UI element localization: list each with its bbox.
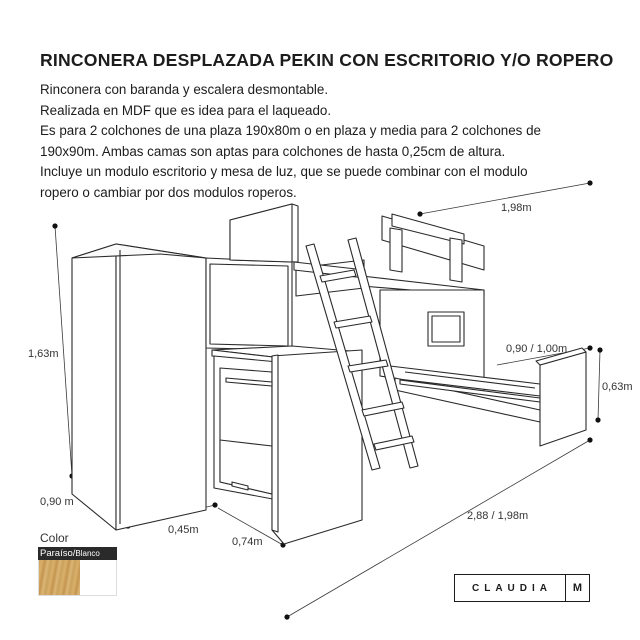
brand-mark: M bbox=[565, 575, 589, 601]
wood-swatch bbox=[39, 560, 80, 595]
description-line: Rinconera con baranda y escalera desmontable. bbox=[40, 82, 329, 97]
color-option-secondary: Blanco bbox=[75, 549, 100, 558]
upper-cabinet bbox=[206, 204, 298, 350]
description-line: ropero o cambiar por dos modulos roperos. bbox=[40, 184, 297, 200]
dimension-label-module-width: 0,45m bbox=[168, 524, 199, 536]
color-option-primary: Paraíso bbox=[40, 548, 73, 559]
white-swatch bbox=[80, 560, 116, 595]
description-line: Realizada en MDF que es idea para el laqueado. bbox=[40, 102, 332, 118]
color-swatch[interactable] bbox=[38, 547, 117, 596]
dimension-label-desk-depth: 0,74m bbox=[232, 536, 263, 548]
wardrobe-module bbox=[72, 244, 206, 530]
brand-name: CLAUDIA bbox=[472, 582, 552, 594]
dimension-label-total-length: 2,88 / 1,98m bbox=[467, 510, 529, 522]
color-option-name: Paraíso/Blanco bbox=[38, 547, 117, 560]
desk-module bbox=[212, 346, 362, 544]
description-line: 190x90m. Ambas camas son aptas para colchones de hasta 0,25cm de altura. bbox=[40, 143, 506, 159]
dimension-label-height: 1,63m bbox=[28, 348, 59, 360]
dimension-label-lower-bed-height: 0,63m bbox=[602, 381, 633, 393]
dimension-label-width: 1,98m bbox=[501, 202, 532, 214]
page-title: RINCONERA DESPLAZADA PEKIN CON ESCRITORIO Y/O ROPERO bbox=[40, 50, 614, 70]
brand-logo bbox=[454, 574, 590, 602]
description-line: Es para 2 colchones de una plaza 190x80m o en plaza y media para 2 colchones de bbox=[40, 123, 541, 139]
dimension-label-lower-bed-width: 0,90 / 1,00m bbox=[506, 343, 568, 355]
dimension-label-depth: 0,90 m bbox=[40, 496, 74, 508]
description-line: Incluye un modulo escritorio y mesa de luz, que se puede combinar con el modulo bbox=[40, 164, 528, 180]
color-label: Color bbox=[40, 531, 69, 545]
swatch-row bbox=[38, 560, 117, 596]
